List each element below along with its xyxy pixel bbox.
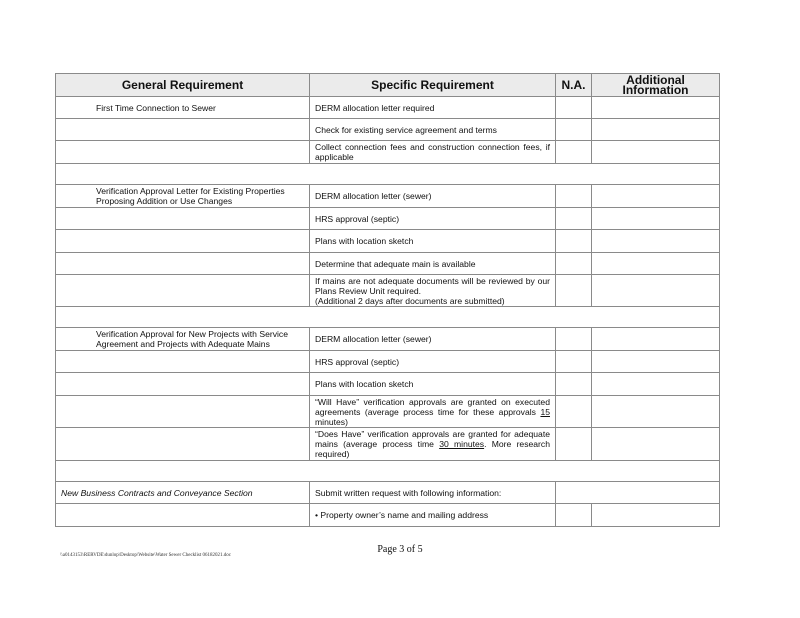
na-cell [556,253,592,275]
additional-info-cell [592,396,720,428]
na-cell [556,119,592,141]
table-row [56,396,720,428]
general-requirement-cell [56,373,310,396]
additional-info-cell [592,97,720,119]
table-row [56,482,720,504]
table-row [56,428,720,461]
na-cell [556,97,592,119]
additional-info-cell [592,428,720,461]
general-requirement-cell [56,141,310,164]
specific-requirement-cell: Check for existing service agreement and terms [310,119,556,141]
na-cell [556,373,592,396]
general-requirement-cell [56,504,310,527]
table-row [56,97,720,119]
spacer-cell [56,461,720,482]
general-requirement-cell [56,428,310,461]
header-row [56,74,720,97]
general-requirement-cell: Verification Approval Letter for Existing Properties Proposing Addition or Use Changes [56,185,310,208]
table-row [56,185,720,208]
specific-requirement-cell: Collect connection fees and construction connection fees, if applicable [310,141,556,164]
additional-info-cell [592,185,720,208]
na-cell [556,208,592,230]
additional-info-cell [592,119,720,141]
na-cell [556,230,592,253]
spacer-row [56,461,720,482]
additional-info-cell [592,230,720,253]
requirements-table [55,73,720,527]
table-row [56,504,720,527]
general-requirement-cell: Verification Approval for New Projects with Service Agreement and Projects with Adequate Mains [56,328,310,351]
underlined-text: 15 [540,406,550,417]
table-row [56,373,720,396]
na-cell [556,428,592,461]
additional-info-cell [592,208,720,230]
specific-requirement-cell [310,428,556,461]
specific-requirement-cell: Plans with location sketch [310,230,556,253]
general-requirement-cell [56,208,310,230]
table-row [56,141,720,164]
na-cell [556,275,592,307]
text-segment: minutes) [315,416,348,427]
text-segment: “Will Have” verification approvals are granted on executed agreements (average process time for these approvals [315,396,550,417]
spacer-cell [56,164,720,185]
additional-info-cell [592,328,720,351]
table-row [56,351,720,373]
specific-requirement-cell: DERM allocation letter (sewer) [310,328,556,351]
specific-requirement-cell [310,396,556,428]
general-requirement-cell [56,351,310,373]
na-cell [556,141,592,164]
spacer-row [56,307,720,328]
underlined-text: 30 minutes [439,439,485,449]
table-body [56,97,720,527]
header-general: General Requirement [56,74,310,97]
general-requirement-cell [56,396,310,428]
header-na: N.A. [556,74,592,97]
general-requirement-cell [56,119,310,141]
na-cell [556,396,592,428]
table-row [56,230,720,253]
specific-requirement-cell: Submit written request with following information: [310,482,556,504]
additional-info-cell [592,351,720,373]
text-segment: “Does Have” verification approvals are granted for adequate mains (average process time [315,429,550,449]
na-cell [556,328,592,351]
na-cell [556,185,592,208]
specific-requirement-cell: If mains are not adequate documents will be reviewed by our Plans Review Unit required. (Additional 2 days after documents are submitted) [310,275,556,307]
na-additional-cell [556,482,720,504]
additional-info-cell [592,253,720,275]
additional-info-cell [592,373,720,396]
table-row [56,119,720,141]
table-row [56,328,720,351]
specific-requirement-cell: Plans with location sketch [310,373,556,396]
additional-info-cell [592,275,720,307]
specific-requirement-cell: DERM allocation letter (sewer) [310,185,556,208]
spacer-row [56,164,720,185]
general-requirement-cell: New Business Contracts and Conveyance Section [56,482,310,504]
na-cell [556,504,592,527]
additional-info-cell [592,504,720,527]
spacer-cell [56,307,720,328]
specific-requirement-cell: HRS approval (septic) [310,208,556,230]
table-row [56,275,720,307]
text-segment: . More research required) [315,439,550,459]
page-number: Page 3 of 5 [377,544,423,555]
header-additional: Additional Information [592,74,720,97]
na-cell [556,351,592,373]
table-row [56,253,720,275]
specific-requirement-cell: Determine that adequate main is available [310,253,556,275]
specific-requirement-cell: HRS approval (septic) [310,351,556,373]
additional-info-cell [592,141,720,164]
general-requirement-cell [56,253,310,275]
general-requirement-cell: First Time Connection to Sewer [56,97,310,119]
specific-requirement-cell: DERM allocation letter required [310,97,556,119]
table-row [56,208,720,230]
file-path: \\a0143153\RERVDE\dunlop\Desktop\Website\Water Sewer Checklist 06182021.doc [60,553,231,558]
general-requirement-cell [56,275,310,307]
header-specific: Specific Requirement [310,74,556,97]
specific-requirement-cell: • Property owner’s name and mailing address [310,504,556,527]
general-requirement-cell [56,230,310,253]
